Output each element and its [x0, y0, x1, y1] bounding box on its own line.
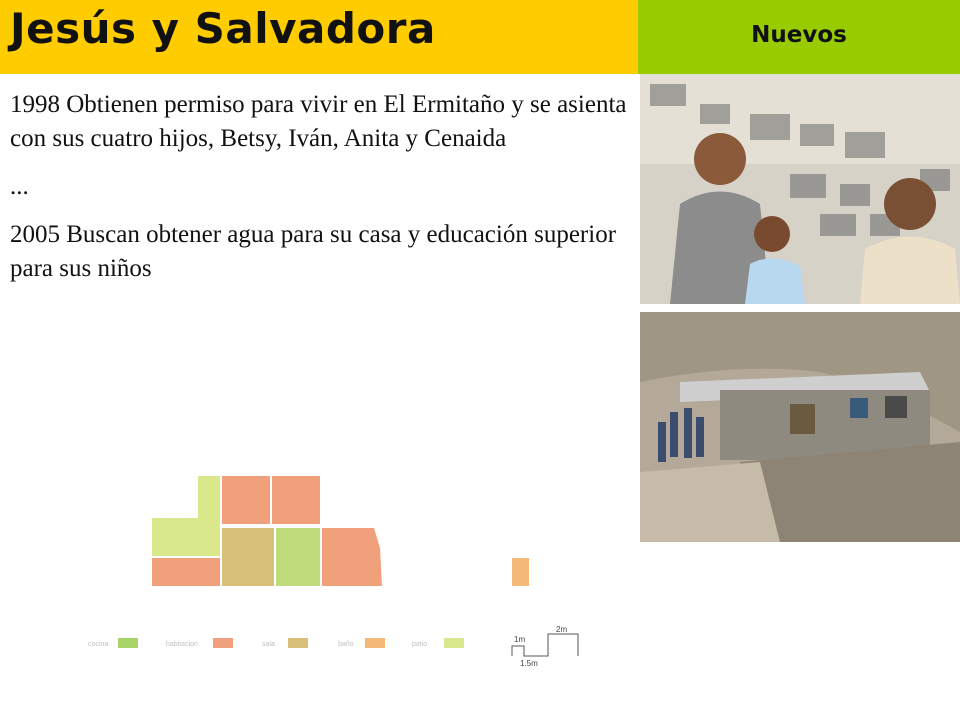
legend-swatch-cocina [118, 638, 138, 648]
header-bar [0, 0, 638, 74]
plan-room-a [222, 476, 270, 524]
timeline-entry-1998: 1998 Obtienen permiso para vivir en El Ermitaño y se asienta con sus cuatro hijos, Betsy, Iván, Anita y Cenaida [10, 91, 627, 152]
legend-label-sala: sala [262, 641, 275, 648]
legend-label-cocina: cocina [88, 641, 109, 648]
page-title: Jesús y Salvadora [10, 4, 436, 53]
timeline-entry-2005: 2005 Buscan obtener agua para su casa y educación superior para sus niños [10, 221, 617, 282]
plan-room-b [272, 476, 320, 524]
scale-label-bottom: 1.5m [520, 659, 538, 668]
legend-label-patio: patio [412, 641, 428, 648]
scale-label-top: 2m [556, 625, 568, 634]
house-photo-illustration [640, 312, 960, 542]
timeline-text [10, 88, 630, 300]
plan-legend [88, 638, 464, 648]
legend-swatch-sala [288, 638, 308, 648]
legend-label-habitacion: habitacion [166, 641, 198, 648]
legend-label-bano: baño [338, 641, 354, 648]
floor-plan [152, 476, 529, 586]
status-badge-label: Nuevos [751, 22, 847, 48]
scale-label-left: 1m [514, 635, 526, 644]
house-photo [640, 312, 960, 542]
plan-bano [512, 558, 529, 586]
plan-cocina [276, 528, 320, 586]
scale-bar [512, 625, 578, 668]
plan-room-d [152, 558, 220, 586]
family-photo [640, 74, 960, 304]
plan-room-c [322, 528, 382, 586]
plan-sala [222, 528, 274, 586]
status-badge [638, 0, 960, 74]
legend-swatch-habitacion [213, 638, 233, 648]
plan-patio [152, 476, 220, 556]
family-photo-illustration [640, 74, 960, 304]
legend-swatch-bano [365, 638, 385, 648]
legend-swatch-patio [444, 638, 464, 648]
timeline-ellipsis: ... [10, 173, 29, 200]
